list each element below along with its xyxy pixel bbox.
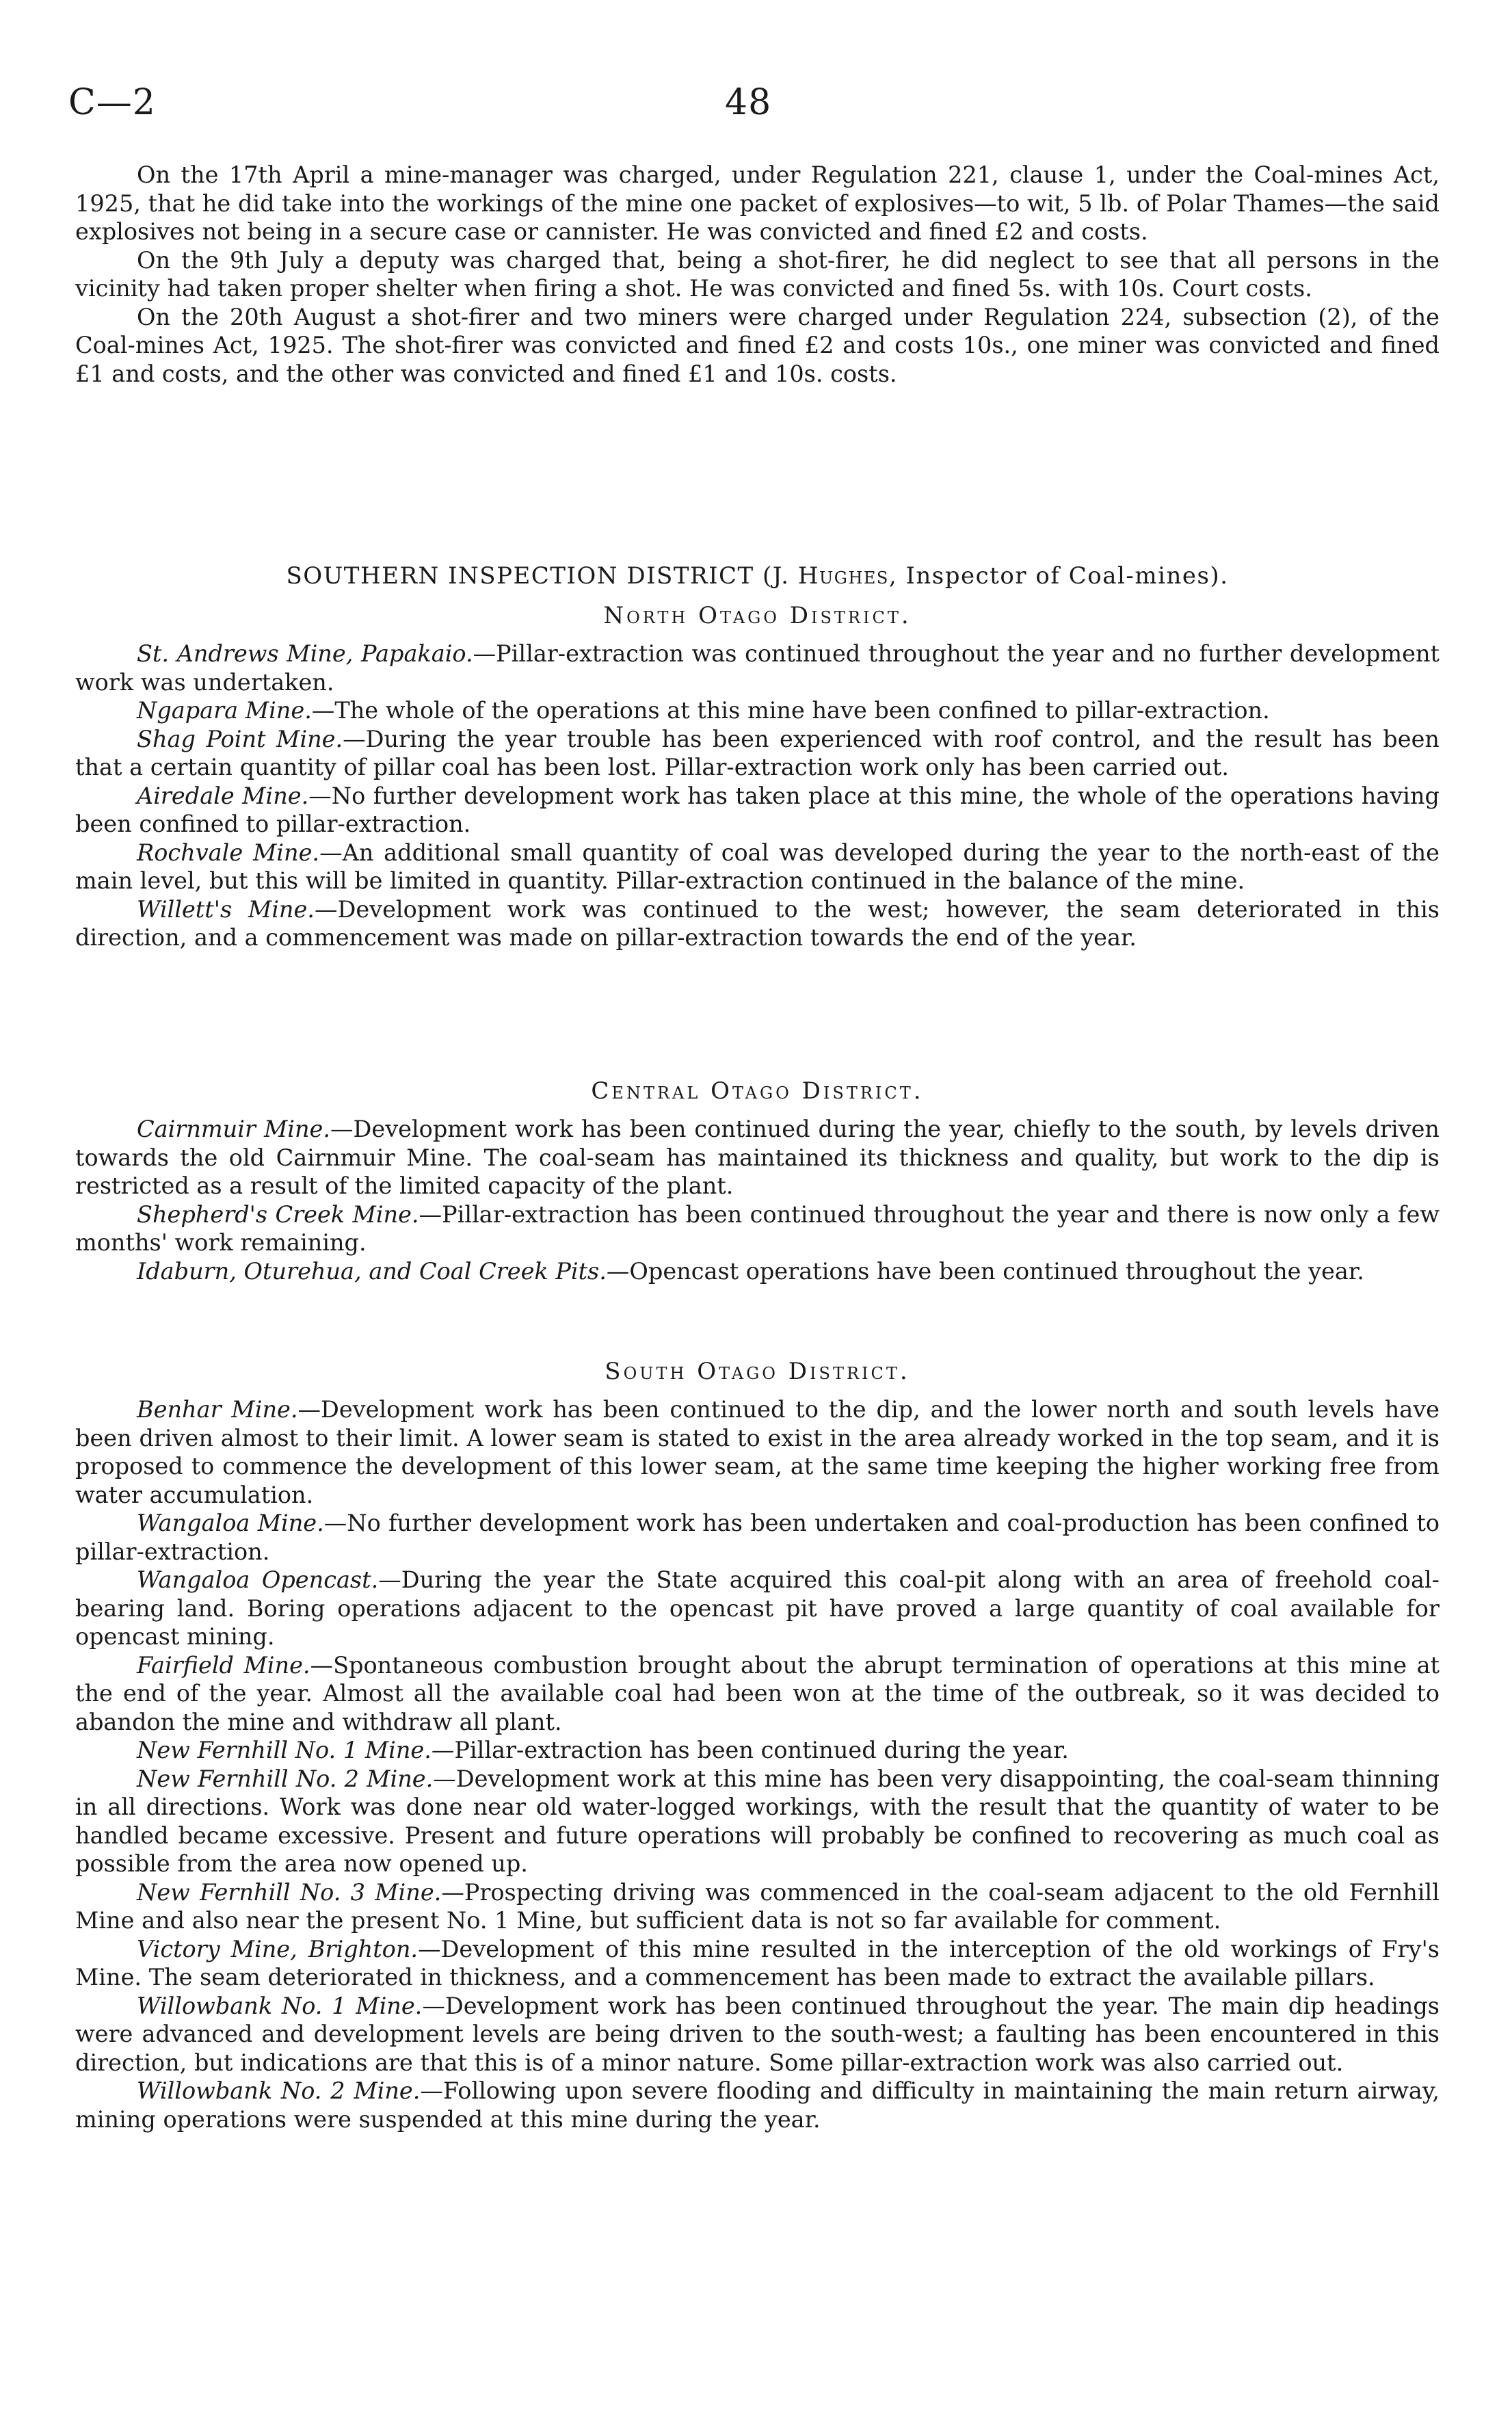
mine-text: —Development work at this mine has been very disappointing, the coal-seam thinning in all directions. Work was done near old water-logged workings, with the result that the quantity of water to be handled became excessive. Present and future operations will probably be confined to recovering as much coal as possible from the area now opened up. [75, 1765, 1440, 1877]
mine-text: —During the year the State acquired this coal-pit along with an area of freehold coal-bearing land. Boring operations adjacent to the opencast pit have proved a large quantity of coal available for opencast mining. [75, 1566, 1440, 1650]
mine-name: St. Andrews Mine, Papakaio. [137, 640, 473, 667]
inspector-name: Hughes [797, 562, 889, 590]
mine-text: —The whole of the operations at this mine have been confined to pillar-extraction. [311, 697, 1270, 724]
mine-name: Benhar Mine. [137, 1396, 298, 1423]
mine-text: —Prospecting driving was commenced in the coal-seam adjacent to the old Fernhill Mine and also near the present No. 1 Mine, but sufficient data is not so far available for comment. [75, 1878, 1440, 1934]
mine-name: Fairfield Mine. [137, 1651, 310, 1679]
paragraph: On the 20th August a shot-firer and two miners were charged under Regulation 224, subsection (2), of the Coal-mines Act, 1925. The shot-firer was convicted and fined £2 and costs 10s., one miner was convicted and fined £1 and costs, and the other was convicted and fined £1 and 10s. costs. [75, 303, 1440, 387]
mine-text: —Development work has been continued to the dip, and the lower north and south levels have been driven almost to their limit. A lower seam is stated to exist in the area already worked in the top seam, and it is proposed to commence the development of this lower seam, at the same time keeping the higher working free from water accumulation. [75, 1396, 1440, 1508]
mine-entry [75, 839, 1440, 895]
mine-entry [75, 1765, 1440, 1878]
north-otago-section [75, 640, 1440, 952]
mine-text: —Development of this mine resulted in the interception of the old workings of Fry's Mine. The seam deteriorated in thickness, and a commencement has been made to extract the available pillars. [75, 1935, 1440, 1990]
south-otago-section [75, 1395, 1440, 2133]
mine-entry [75, 1992, 1440, 2077]
mine-name: Willowbank No. 1 Mine. [137, 1992, 423, 2019]
mine-text: —No further development work has taken place at this mine, the whole of the operations having been confined to pillar-extraction. [75, 782, 1440, 837]
mine-entry [75, 1395, 1440, 1509]
mine-entry [75, 1935, 1440, 1992]
mine-name: Rochvale Mine. [137, 839, 320, 866]
mine-text: —Pillar-extraction was continued throughout the year and no further development work was undertaken. [75, 640, 1440, 696]
mine-entry [75, 1736, 1440, 1765]
north-otago-heading: North Otago District. [603, 602, 912, 629]
paragraph: On the 17th April a mine-manager was charged, under Regulation 221, clause 1, under the Coal-mines Act, 1925, that he did take into the workings of the mine one packet of explosives—to wit, 5 lb. of Polar Thames—the said explosives not being in a secure case or cannister. He was convicted and fined £2 and costs. [75, 161, 1440, 245]
mine-entry [75, 696, 1440, 725]
mine-entry [75, 725, 1440, 782]
mine-name: Willowbank No. 2 Mine. [137, 2077, 421, 2104]
mine-text: —No further development work has been undertaken and coal-production has been confined to pillar-extraction. [75, 1510, 1440, 1565]
mine-text: —Following upon severe flooding and difficulty in maintaining the main return airway, mining operations were suspended at this mine during the year. [75, 2077, 1440, 2133]
mine-entry [75, 1257, 1440, 1286]
report-code: C—2 [68, 82, 156, 123]
central-otago-heading: Central Otago District. [591, 1077, 924, 1105]
mine-entry [75, 1566, 1440, 1651]
mine-name: Victory Mine, Brighton. [137, 1935, 419, 1962]
mine-entry [75, 1878, 1440, 1935]
mine-text: —Development work has been continued throughout the year. The main dip headings were advanced and development levels are being driven to the south-west; a faulting has been encountered in this direction, but indications are that this is of a minor nature. Some pillar-extraction work was also carried out. [75, 1992, 1440, 2076]
mine-text: —Pillar-extraction has been continued during the year. [431, 1737, 1069, 1763]
mine-name: Wangaloa Mine. [137, 1510, 324, 1536]
mine-entry [75, 1115, 1440, 1200]
mine-name: Ngapara Mine. [137, 697, 312, 724]
district-title-main: SOUTHERN INSPECTION DISTRICT (J. [286, 562, 798, 590]
mine-name: Willett's Mine. [137, 895, 315, 923]
central-otago-section [75, 1115, 1440, 1285]
mine-name: Shag Point Mine. [137, 725, 343, 752]
mine-name: Idaburn, Oturehua, and Coal Creek Pits. [137, 1257, 607, 1285]
mine-entry [75, 1509, 1440, 1566]
mine-name: Wangaloa Opencast. [137, 1566, 379, 1593]
south-otago-heading: South Otago District. [605, 1358, 910, 1385]
mine-text: —Development work has been continued during the year, chiefly to the south, by levels driven towards the old Cairnmuir Mine. The coal-seam has maintained its thickness and quality, but work to the dip is restricted as a result of the limited capacity of the plant. [75, 1116, 1440, 1199]
mine-text: —An additional small quantity of coal was developed during the year to the north-east of the main level, but this will be limited in quantity. Pillar-extraction continued in the balance of the mine. [75, 839, 1440, 894]
mine-name: New Fernhill No. 3 Mine. [137, 1878, 442, 1906]
district-title [75, 562, 1440, 590]
mine-text: —During the year trouble has been experienced with roof control, and the result has been that a certain quantity of pillar coal has been lost. Pillar-extraction work only has been carried out. [75, 725, 1440, 780]
mine-name: Cairnmuir Mine. [137, 1116, 331, 1142]
paragraph: On the 9th July a deputy was charged that, being a shot-firer, he did neglect to see that all persons in the vicinity had taken proper shelter when firing a shot. He was convicted and fined 5s. with 10s. Court costs. [75, 246, 1440, 302]
page-number: 48 [725, 82, 772, 123]
mine-text: —Opencast operations have been continued throughout the year. [606, 1257, 1364, 1285]
mine-text: —Pillar-extraction has been continued throughout the year and there is now only a few months' work remaining. [75, 1200, 1440, 1256]
mine-entry [75, 640, 1440, 696]
mine-text: —Development work was continued to the west; however, the seam deteriorated in this direction, and a commencement was made on pillar-extraction towards the end of the year. [75, 895, 1440, 951]
district-title-tail: , Inspector of Coal-mines). [888, 562, 1229, 590]
mine-name: Airedale Mine. [137, 782, 309, 809]
mine-entry [75, 2077, 1440, 2133]
mine-name: New Fernhill No. 2 Mine. [137, 1765, 434, 1792]
mine-entry [75, 782, 1440, 839]
mine-name: New Fernhill No. 1 Mine. [137, 1737, 432, 1763]
mine-entry [75, 895, 1440, 952]
mine-entry [75, 1651, 1440, 1737]
mine-text: —Spontaneous combustion brought about the abrupt termination of operations at this mine at the end of the year. Almost all the available coal had been won at the time of the outbreak, so it was decided to abandon the mine and withdraw all plant. [75, 1651, 1440, 1735]
mine-name: Shepherd's Creek Mine. [137, 1200, 419, 1228]
mine-entry [75, 1200, 1440, 1257]
intro-section [75, 161, 1440, 388]
